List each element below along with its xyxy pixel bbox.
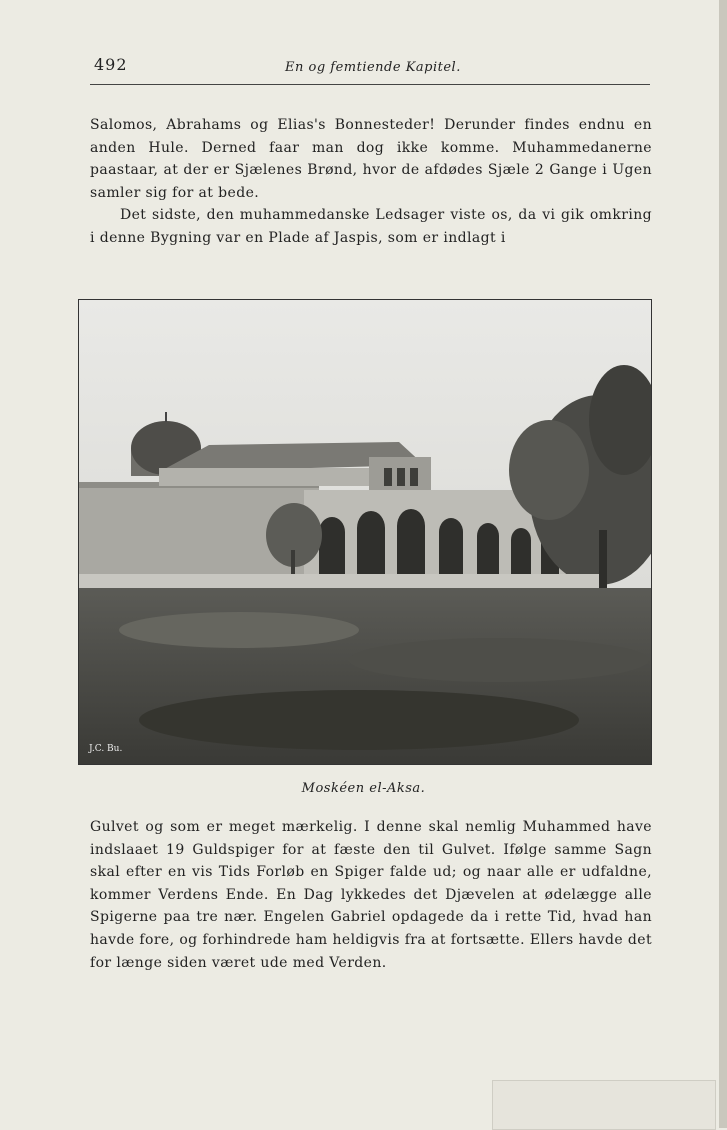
page-number: 492 <box>94 55 128 74</box>
mosque-photograph <box>78 299 652 765</box>
page-edge <box>719 0 727 1128</box>
archive-stamp-box <box>492 1080 716 1130</box>
text-block-bottom <box>90 816 652 974</box>
photo-illustration <box>79 300 651 764</box>
paragraph: Salomos, Abrahams og Elias's Bonnesteder! Derunder findes endnu en anden Hule. Derned faar man dog ikke komme. Muhammedanerne paastaar, at der er Sjælenes Brønd, hvor de afdødes Sjæle 2 Gange i Ugen samler sig for at bede. <box>90 117 652 201</box>
figure-caption: Moskéen el-Aksa. <box>301 781 426 796</box>
running-head: En og femtiende Kapitel. <box>285 60 461 75</box>
text-block-top <box>90 114 652 250</box>
photo-signature: J.C. Bu. <box>89 744 123 754</box>
paragraph: Det sidste, den muhammedanske Ledsager viste os, da vi gik omkring i denne Bygning var en Plade af Jaspis, som er indlagt i <box>90 207 652 246</box>
paragraph: Gulvet og som er meget mærkelig. I denne skal nemlig Muhammed have indslaaet 19 Guldspiger for at fæste den til Gulvet. Ifølge samme Sagn skal efter en vis Tids Forløb en Spiger falde ud; og naar alle er udfaldne, kommer Verdens Ende. En Dag lykkedes det Djævelen at ødelægge alle Spigerne paa tre nær. Engelen Gabriel opdagede da i rette Tid, hvad han havde fore, og forhindrede ham heldigvis fra at fortsætte. Ellers havde det for længe siden været ude med Verden. <box>90 819 652 971</box>
header-rule <box>90 84 650 85</box>
